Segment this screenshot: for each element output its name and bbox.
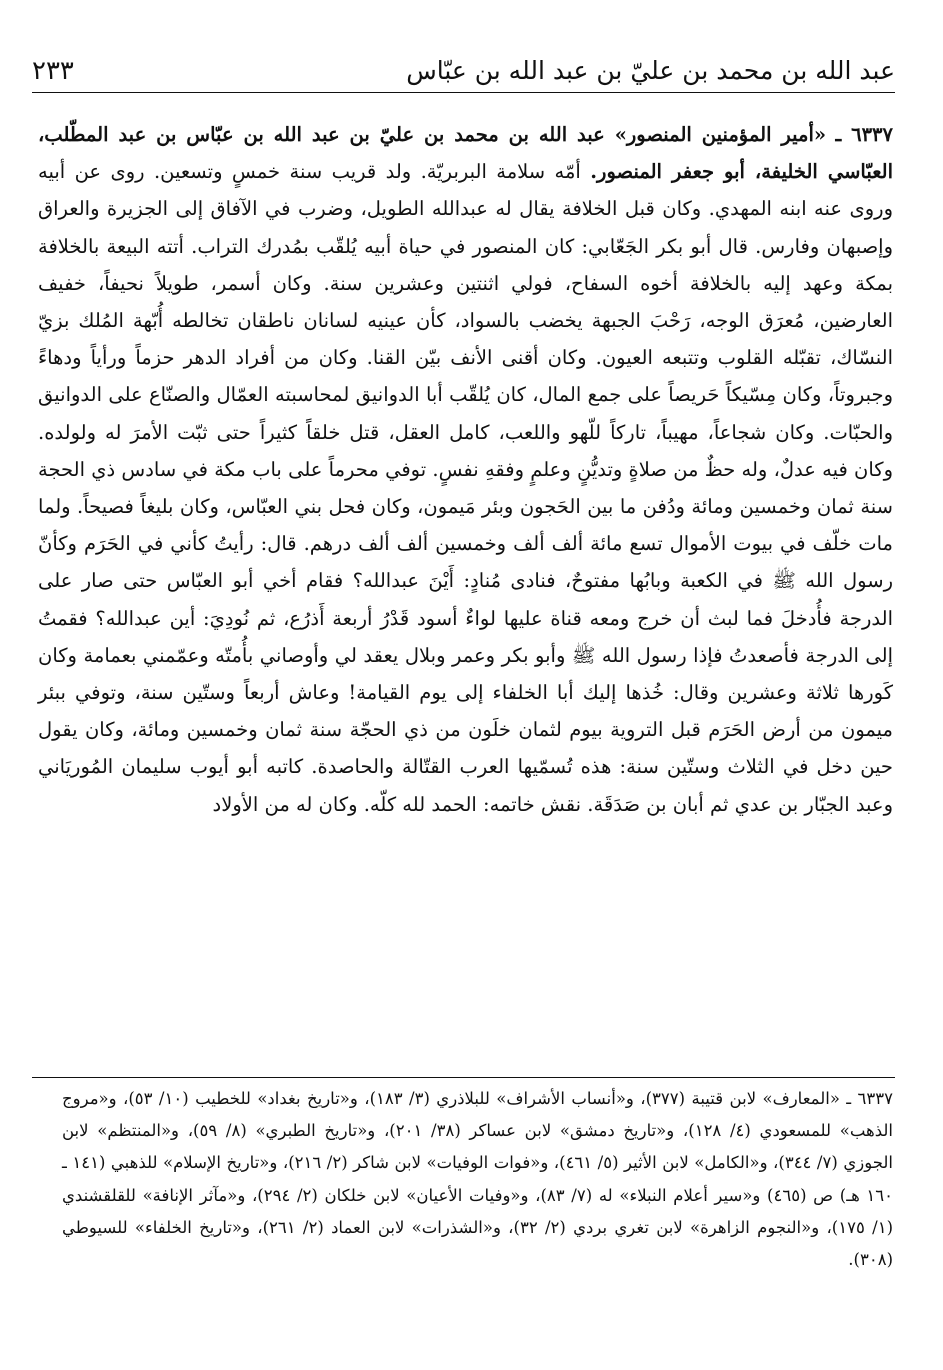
entry-body: أمّه سلامة البربريّة. ولد قريب سنة خمسٍ وتسعين. روى عن أبيه وروى عنه ابنه المهدي. وكان قبل الخلافة يقال له عبدالله الطويل، وضرب في الآفاق إلى الجزيرة والعراق وإصبهان وفارس. قال أبو بكر الجَعّابي: كان المنصور في حياة أبيه يُلقّب بمُدرك التراب. أتته البيعة بالخلافة بمكة وعهد إليه بالخلافة أخوه السفاح، فولي اثنتين وعشرين سنة. وكان أسمر، طويلاً نحيفاً، خفيف العارضين، مُعرَق الوجه، رَحْبَ الجبهة يخضب بالسواد، كأن عينيه لسانان ناطقان تخالطه أُبّهة المُلك بزيّ النسّاك، تقبّله القلوب وتتبعه العيون. وكان أقنى الأنف بيّن القنا. وكان من أفراد الدهر حزماً ورأياً ودهاءً وجبروتاً، وكان مِسّيكاً حَريصاً على جمع المال، كان يُلقّب أبا الدوانيق لمحاسبته العمّال والصنّاع على الدوانيق والحبّات. وكان شجاعاً، مهيباً، تاركاً للّهو واللعب، كامل العقل، قتل خلقاً كثيراً حتى ثبّت الأمرَ له ولولده. وكان فيه عدلٌ، وله حظٌ من صلاةٍ وتديُّنٍ وعلمٍ وفقهِ نفسٍ. توفي محرماً على باب مكة في سادس ذي الحجة سنة ثمان وخمسين ومائة ودُفن ما بين الحَجون وبئر مَيمون، وكان فحل بني العبّاس، وكان بليغاً فصيحاً. ولما مات خلّف في بيوت الأموال تسع مائة ألف ألف وخمسين ألف ألف درهم. قال: رأيتُ كأني في الحَرَم وكأنّ رسول الله ﷺ في الكعبة وبابُها مفتوحٌ، فنادى مُنادٍ: أَيْنَ عبدالله؟ فقام أخي أبو العبّاس حتى صار على الدرجة فأُدخلَ فما لبث أن خرج ومعه قناة عليها لواءٌ أسود قَدْرُ أربعة أَذرُع، ثم نُودِيَ: أين عبدالله؟ فقمتُ إلى الدرجة فأصعدتُ فإذا رسول الله ﷺ وأبو بكر وعمر وبلال يعقد لي وأوصاني بأُمتّه وعمّمني بعمامة وكان كَورها ثلاثة وعشرين وقال: خُذها إليك أبا الخلفاء إلى يوم القيامة! وعاش أربعاً وستّين سنة، وتوفي ببئر ميمون من أرض الحَرَم قبل التروية بيوم لثمان خلَون من ذي الحجّة سنة ثمان وخمسين ومائة، وكان يقول حين دخل في الثلاث وستّين سنة: هذه تُسمّيها العرب القتّالة والحاصدة. كاتبه أبو أيوب سليمان المُوريَاني وعبد الجبّار بن عدي ثم أبان بن صَدَقَة. نقش خاتمه: الحمد لله كلّه. وكان له من الأولاد: [38, 160, 893, 816]
footnote: ٦٣٣٧ ـ «المعارف» لابن قتيبة (٣٧٧)، و«أنساب الأشراف» للبلاذري (٣/ ١٨٣)، و«تاريخ بغداد» للخطيب (١٠/ ٥٣)، و«مروج الذهب» للمسعودي (٤/ ١٢٨)، و«تاريخ دمشق» لابن عساكر (٣٨/ ٢٠١)، و«تاريخ الطبري» (٨/ ٥٩)، و«المنتظم» لابن الجوزي (٧/ ٣٤٤)، و«الكامل» لابن الأثير (٥/ ٤٦١)، و«فوات الوفيات» لابن شاكر (٢/ ٢١٦)، و«تاريخ الإسلام» للذهبي (١٤١ ـ ١٦٠ هـ) ص (٤٦٥) و«سير أعلام النبلاء» له (٧/ ٨٣)، و«وفيات الأعيان» لابن خلكان (٢/ ٢٩٤)، و«مآثر الإنافة» للقلقشندي (١/ ١٧٥)، و«النجوم الزاهرة» لابن تغري بردي (٢/ ٣٢)، و«الشذرات» لابن العماد (٢/ ٢٦١)، و«تاريخ الخلفاء» للسيوطي (٣٠٨).: [62, 1089, 894, 1270]
entry-title: «أمير المؤمنين المنصور» عبد الله بن محمد بن عليّ بن عبد الله بن عبّاس بن عبد المطّلب، العبّاسي الخليفة، أبو جعفر المنصور.: [38, 123, 893, 184]
footnote-divider: [32, 1077, 895, 1078]
entry-paragraph: [38, 116, 893, 823]
running-title: عبد الله بن محمد بن عليّ بن عبد الله بن عبّاس: [406, 56, 895, 85]
entry-number: ٦٣٣٧ ـ: [835, 123, 893, 146]
page-header: [32, 52, 895, 93]
page-number: ٢٣٣: [32, 56, 74, 86]
